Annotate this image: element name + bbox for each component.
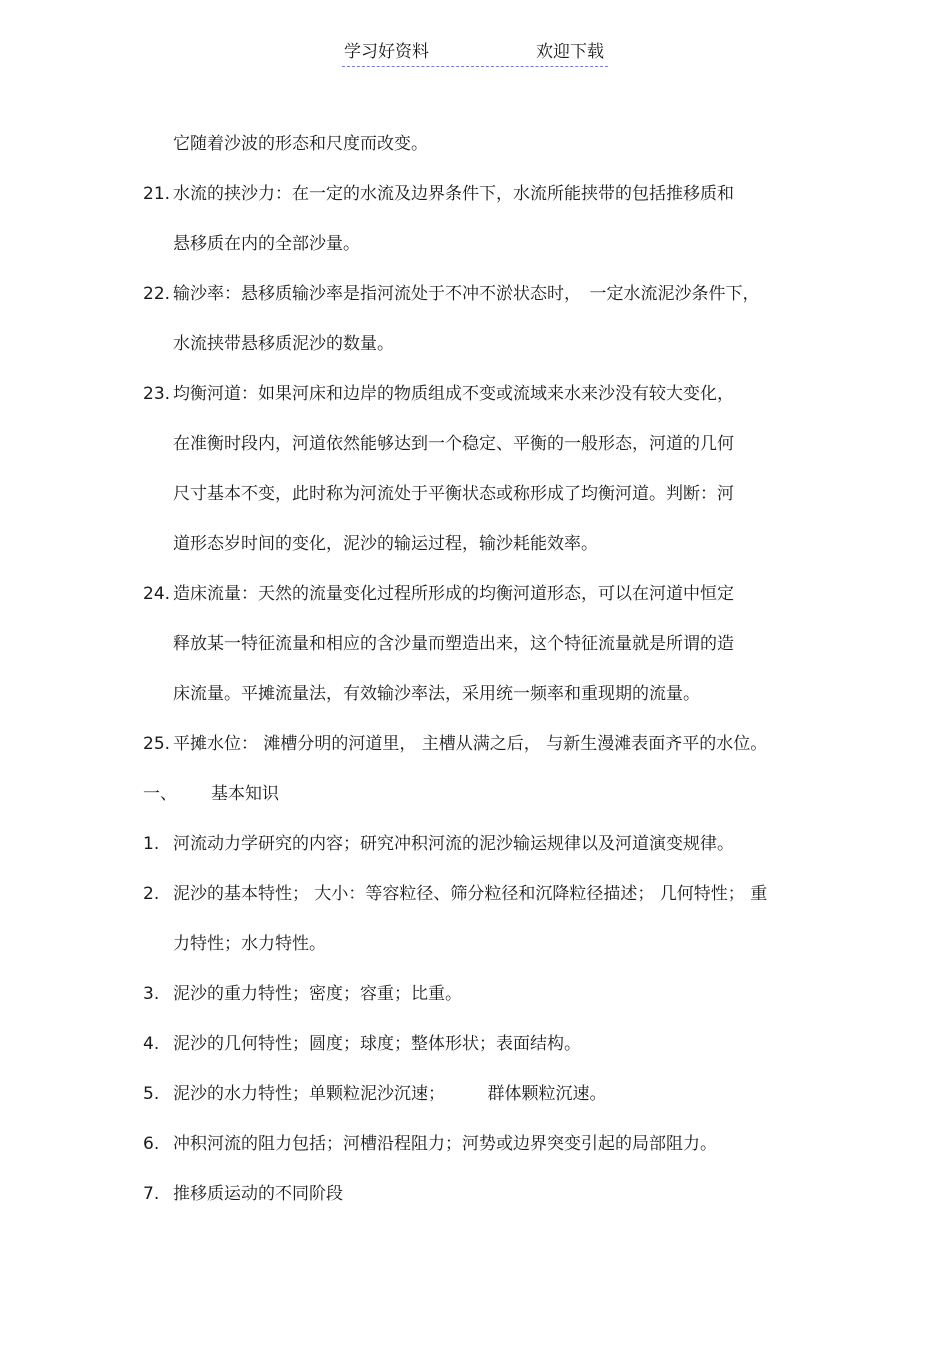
item-number: 3.: [143, 984, 160, 1004]
item-number: 24.: [143, 584, 171, 604]
text-line: 水流的挟沙力：在一定的水流及边界条件下，水流所能挟带的包括推移质和: [173, 184, 734, 204]
text-line: 均衡河道：如果河床和边岸的物质组成不变或流域来水来沙没有较大变化，: [173, 384, 734, 404]
text-line: 力特性；水力特性。: [173, 934, 326, 954]
text-line: 它随着沙波的形态和尺度而改变。: [173, 134, 428, 154]
item-number: 23.: [143, 384, 171, 404]
text-line: 泥沙的重力特性；密度；容重；比重。: [173, 984, 462, 1004]
text-line: 冲积河流的阻力包括；河槽沿程阻力；河势或边界突变引起的局部阻力。: [173, 1134, 717, 1154]
text-line: 床流量。平摊流量法，有效输沙率法，采用统一频率和重现期的流量。: [173, 684, 700, 704]
item-number: 22.: [143, 284, 171, 304]
text-line: 造床流量：天然的流量变化过程所形成的均衡河道形态，可以在河道中恒定: [173, 584, 734, 604]
item-number: 21.: [143, 184, 171, 204]
header-right-text: 欢迎下载: [536, 42, 604, 62]
section-title: 基本知识: [211, 784, 279, 804]
item-number: 4.: [143, 1034, 160, 1054]
text-line: 推移质运动的不同阶段: [173, 1184, 343, 1204]
text-line: 道形态岁时间的变化，泥沙的输运过程，输沙耗能效率。: [173, 534, 598, 554]
item-number: 6.: [143, 1134, 160, 1154]
item-number: 1.: [143, 834, 160, 854]
text-line: 悬移质在内的全部沙量。: [173, 234, 360, 254]
text-line: 释放某一特征流量和相应的含沙量而塑造出来，这个特征流量就是所谓的造: [173, 634, 734, 654]
text-line: 在准衡时段内，河道依然能够达到一个稳定、平衡的一般形态，河道的几何: [173, 434, 734, 454]
text-line: 河流动力学研究的内容；研究冲积河流的泥沙输运规律以及河道演变规律。: [173, 834, 734, 854]
section-number: 一、: [143, 784, 177, 804]
text-line: 泥沙的基本特性； 大小：等容粒径、筛分粒径和沉降粒径描述； 几何特性； 重: [173, 884, 768, 904]
text-line: 泥沙的几何特性；圆度；球度；整体形状；表面结构。: [173, 1034, 581, 1054]
text-line: 尺寸基本不变，此时称为河流处于平衡状态或称形成了均衡河道。判断：河: [173, 484, 734, 504]
item-number: 7.: [143, 1184, 160, 1204]
header-left-text: 学习好资料: [344, 42, 429, 62]
text-line: 输沙率：悬移质输沙率是指河流处于不冲不淤状态时， 一定水流泥沙条件下，: [173, 284, 760, 304]
item-number: 2.: [143, 884, 160, 904]
text-line: 水流挟带悬移质泥沙的数量。: [173, 334, 394, 354]
item-number: 5.: [143, 1084, 160, 1104]
page-header: [342, 40, 608, 67]
item-number: 25.: [143, 734, 171, 754]
text-line: 泥沙的水力特性；单颗粒泥沙沉速； 群体颗粒沉速。: [173, 1084, 607, 1104]
text-line: 平摊水位： 滩槽分明的河道里， 主槽从满之后， 与新生漫滩表面齐平的水位。: [173, 734, 768, 754]
